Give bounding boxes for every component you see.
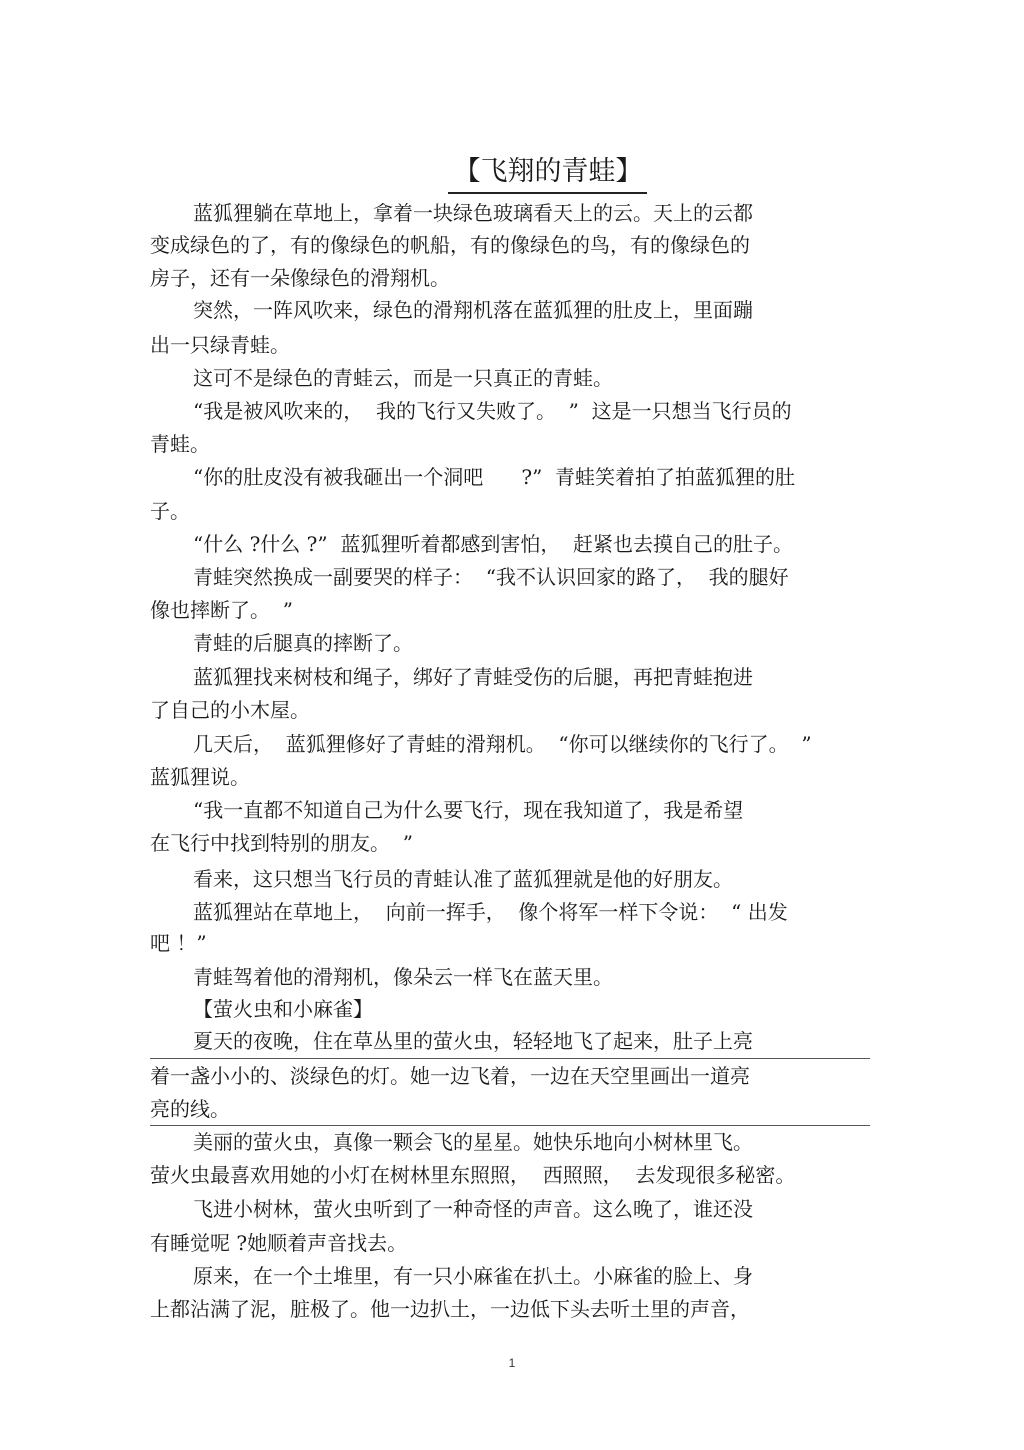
text-line: 突然，一阵风吹来，绿色的滑翔机落在蓝狐狸的肚皮上，里面蹦 bbox=[193, 298, 753, 322]
text-line: 子。 bbox=[150, 499, 190, 523]
text-line: 青蛙。 bbox=[150, 432, 210, 456]
text-line: “你的肚皮没有被我砸出一个洞吧 ?” 青蛙笑着拍了拍蓝狐狸的肚 bbox=[193, 465, 796, 489]
text-line: 蓝狐狸说。 bbox=[150, 765, 250, 789]
text-line: 像也摔断了。 ” bbox=[150, 598, 293, 622]
text-line: “什么 ?什么 ?” 蓝狐狸听着都感到害怕， 赶紧也去摸自己的肚子。 bbox=[193, 532, 794, 556]
text-line: 美丽的萤火虫，真像一颗会飞的星星。她快乐地向小树林里飞。 bbox=[193, 1130, 753, 1154]
text-line: 在飞行中找到特别的朋友。 ” bbox=[150, 831, 413, 855]
story-title bbox=[0, 152, 1024, 194]
text-line: 萤火虫最喜欢用她的小灯在树林里东照照， 西照照， 去发现很多秘密。 bbox=[150, 1163, 796, 1187]
story-title-text: 【飞翔的青蛙】 bbox=[448, 152, 647, 194]
text-line: 房子，还有一朵像绿色的滑翔机。 bbox=[150, 266, 450, 290]
text-line: 飞进小树林，萤火虫听到了一种奇怪的声音。这么晚了，谁还没 bbox=[193, 1197, 753, 1221]
text-line: 吧 ！” bbox=[150, 931, 207, 955]
text-line: 几天后， 蓝狐狸修好了青蛙的滑翔机。 “你可以继续你的飞行了。 ” bbox=[193, 732, 812, 756]
text-line: 亮的线。 bbox=[150, 1097, 230, 1121]
text-line: 变成绿色的了，有的像绿色的帆船，有的像绿色的鸟，有的像绿色的 bbox=[150, 233, 750, 257]
text-line: 看来，这只想当飞行员的青蛙认准了蓝狐狸就是他的好朋友。 bbox=[193, 867, 733, 891]
text-line: “我是被风吹来的， 我的飞行又失败了。 ” 这是一只想当飞行员的 bbox=[193, 399, 792, 423]
text-line: 蓝狐狸躺在草地上，拿着一块绿色玻璃看天上的云。天上的云都 bbox=[193, 201, 753, 225]
text-line: 这可不是绿色的青蛙云，而是一只真正的青蛙。 bbox=[193, 366, 613, 390]
text-line: 着一盏小小的、淡绿色的灯。她一边飞着，一边在天空里画出一道亮 bbox=[150, 1064, 750, 1088]
section-heading: 【萤火虫和小麻雀】 bbox=[193, 997, 373, 1021]
text-line: 有睡觉呢 ?她顺着声音找去。 bbox=[150, 1231, 408, 1255]
text-line: 出一只绿青蛙。 bbox=[150, 333, 290, 357]
horizontal-rule bbox=[150, 1058, 870, 1059]
text-line: “我一直都不知道自己为什么要飞行，现在我知道了，我是希望 bbox=[193, 798, 744, 822]
page-number: 1 bbox=[508, 1356, 516, 1370]
text-line: 了自己的小木屋。 bbox=[150, 698, 310, 722]
text-line: 夏天的夜晚，住在草丛里的萤火虫，轻轻地飞了起来，肚子上亮 bbox=[193, 1029, 753, 1053]
text-line: 蓝狐狸站在草地上， 向前一挥手， 像个将军一样下令说： “ 出发 bbox=[193, 900, 788, 924]
horizontal-rule bbox=[150, 1125, 870, 1126]
text-line: 原来，在一个土堆里，有一只小麻雀在扒土。小麻雀的脸上、身 bbox=[193, 1264, 753, 1288]
text-line: 青蛙的后腿真的摔断了。 bbox=[193, 631, 413, 655]
text-line: 青蛙驾着他的滑翔机，像朵云一样飞在蓝天里。 bbox=[193, 965, 613, 989]
text-line: 蓝狐狸找来树枝和绳子，绑好了青蛙受伤的后腿，再把青蛙抱进 bbox=[193, 665, 753, 689]
text-line: 青蛙突然换成一副要哭的样子： “我不认识回家的路了， 我的腿好 bbox=[193, 565, 789, 589]
text-line: 上都沾满了泥，脏极了。他一边扒土，一边低下头去听土里的声音， bbox=[150, 1297, 750, 1321]
